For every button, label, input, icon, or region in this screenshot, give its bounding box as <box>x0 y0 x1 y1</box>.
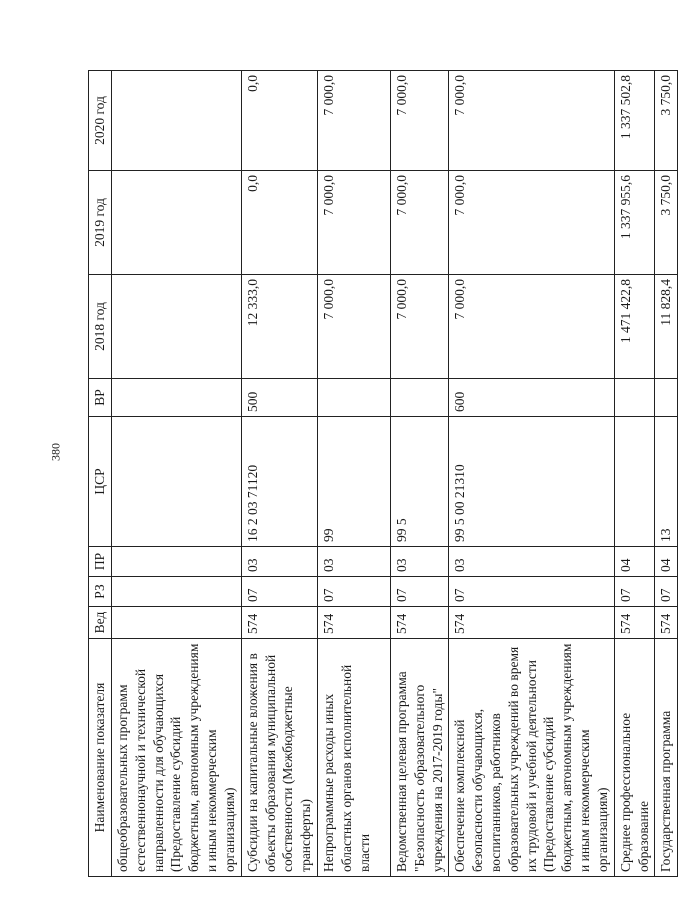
header-vr: ВР <box>89 379 112 417</box>
cell-name: Среднее профессиональное образование <box>614 639 655 877</box>
cell-csr: 99 5 00 21310 <box>449 417 614 547</box>
table-row <box>241 71 317 877</box>
cell-rz: 07 <box>317 577 390 607</box>
cell-csr: 13 <box>655 417 678 547</box>
cell-ved: 574 <box>655 607 678 639</box>
cell-rz: 07 <box>614 577 655 607</box>
cell-rz: 07 <box>241 577 317 607</box>
header-2019: 2019 год <box>89 171 112 275</box>
table-row <box>614 71 655 877</box>
cell-2020: 7 000,0 <box>449 71 614 171</box>
header-name: Наименование показателя <box>89 639 112 877</box>
header-csr: ЦСР <box>89 417 112 547</box>
table-row <box>390 71 448 877</box>
cell-pr: 03 <box>390 547 448 577</box>
header-2018: 2018 год <box>89 275 112 379</box>
cell-2019: 7 000,0 <box>390 171 448 275</box>
cell-2018: 1 471 422,8 <box>614 275 655 379</box>
cell-pr: 03 <box>241 547 317 577</box>
cell-csr: 99 <box>317 417 390 547</box>
cell-csr: 99 5 <box>390 417 448 547</box>
cell-pr: 04 <box>655 547 678 577</box>
cell-name: Непрограммные расходы иных областных органов исполнительной власти <box>317 639 390 877</box>
cell-name: Обеспечение комплексной безопасности обучающихся, воспитанников, работников образовательных учреждений во время их трудовой и учебной деятельности (Предоставление субсидий бюджетным, автономным учреждениям и иным некоммерческим организациям) <box>449 639 614 877</box>
budget-table <box>88 70 678 877</box>
cell-ved: 574 <box>390 607 448 639</box>
cell-2018: 7 000,0 <box>449 275 614 379</box>
cell-2020 <box>112 71 242 171</box>
cell-vr: 500 <box>241 379 317 417</box>
cell-2018: 7 000,0 <box>317 275 390 379</box>
header-rz: РЗ <box>89 577 112 607</box>
cell-name: Государственная программа <box>655 639 678 877</box>
cell-csr <box>614 417 655 547</box>
header-ved: Вед <box>89 607 112 639</box>
table-row <box>317 71 390 877</box>
cell-vr <box>112 379 242 417</box>
cell-rz: 07 <box>655 577 678 607</box>
cell-rz: 07 <box>449 577 614 607</box>
cell-vr <box>655 379 678 417</box>
cell-ved <box>112 607 242 639</box>
cell-ved: 574 <box>449 607 614 639</box>
cell-pr: 03 <box>449 547 614 577</box>
cell-rz <box>112 577 242 607</box>
cell-2019: 7 000,0 <box>449 171 614 275</box>
page-number: 380 <box>48 443 63 461</box>
cell-2020: 3 750,0 <box>655 71 678 171</box>
cell-vr: 600 <box>449 379 614 417</box>
cell-2018: 7 000,0 <box>390 275 448 379</box>
cell-ved: 574 <box>241 607 317 639</box>
cell-ved: 574 <box>317 607 390 639</box>
cell-csr <box>112 417 242 547</box>
cell-pr: 03 <box>317 547 390 577</box>
table-row <box>655 71 678 877</box>
cell-2020: 1 337 502,8 <box>614 71 655 171</box>
cell-vr <box>390 379 448 417</box>
cell-pr <box>112 547 242 577</box>
cell-2019: 1 337 955,6 <box>614 171 655 275</box>
cell-2018 <box>112 275 242 379</box>
table-row <box>449 71 614 877</box>
cell-2018: 11 828,4 <box>655 275 678 379</box>
cell-rz: 07 <box>390 577 448 607</box>
cell-pr: 04 <box>614 547 655 577</box>
cell-ved: 574 <box>614 607 655 639</box>
cell-2019 <box>112 171 242 275</box>
cell-vr <box>317 379 390 417</box>
table-row <box>112 71 242 877</box>
cell-name: Ведомственная целевая программа "Безопасность образовательного учреждения на 2017-2019 годы" <box>390 639 448 877</box>
rotated-table-container <box>88 71 674 877</box>
cell-2019: 3 750,0 <box>655 171 678 275</box>
cell-2019: 7 000,0 <box>317 171 390 275</box>
cell-name: общеобразовательных программ естественнонаучной и технической направленности для обучающихся (Предоставление субсидий бюджетным, автономным учреждениям и иным некоммерческим организациям) <box>112 639 242 877</box>
cell-csr: 16 2 03 71120 <box>241 417 317 547</box>
cell-2018: 12 333,0 <box>241 275 317 379</box>
cell-name: Субсидии на капитальные вложения в объекты образования муниципальной собственности (Межбюджетные трансферты) <box>241 639 317 877</box>
cell-2020: 0,0 <box>241 71 317 171</box>
cell-2020: 7 000,0 <box>390 71 448 171</box>
header-pr: ПР <box>89 547 112 577</box>
cell-2019: 0,0 <box>241 171 317 275</box>
cell-2020: 7 000,0 <box>317 71 390 171</box>
table-header-row <box>89 71 112 877</box>
header-2020: 2020 год <box>89 71 112 171</box>
cell-vr <box>614 379 655 417</box>
